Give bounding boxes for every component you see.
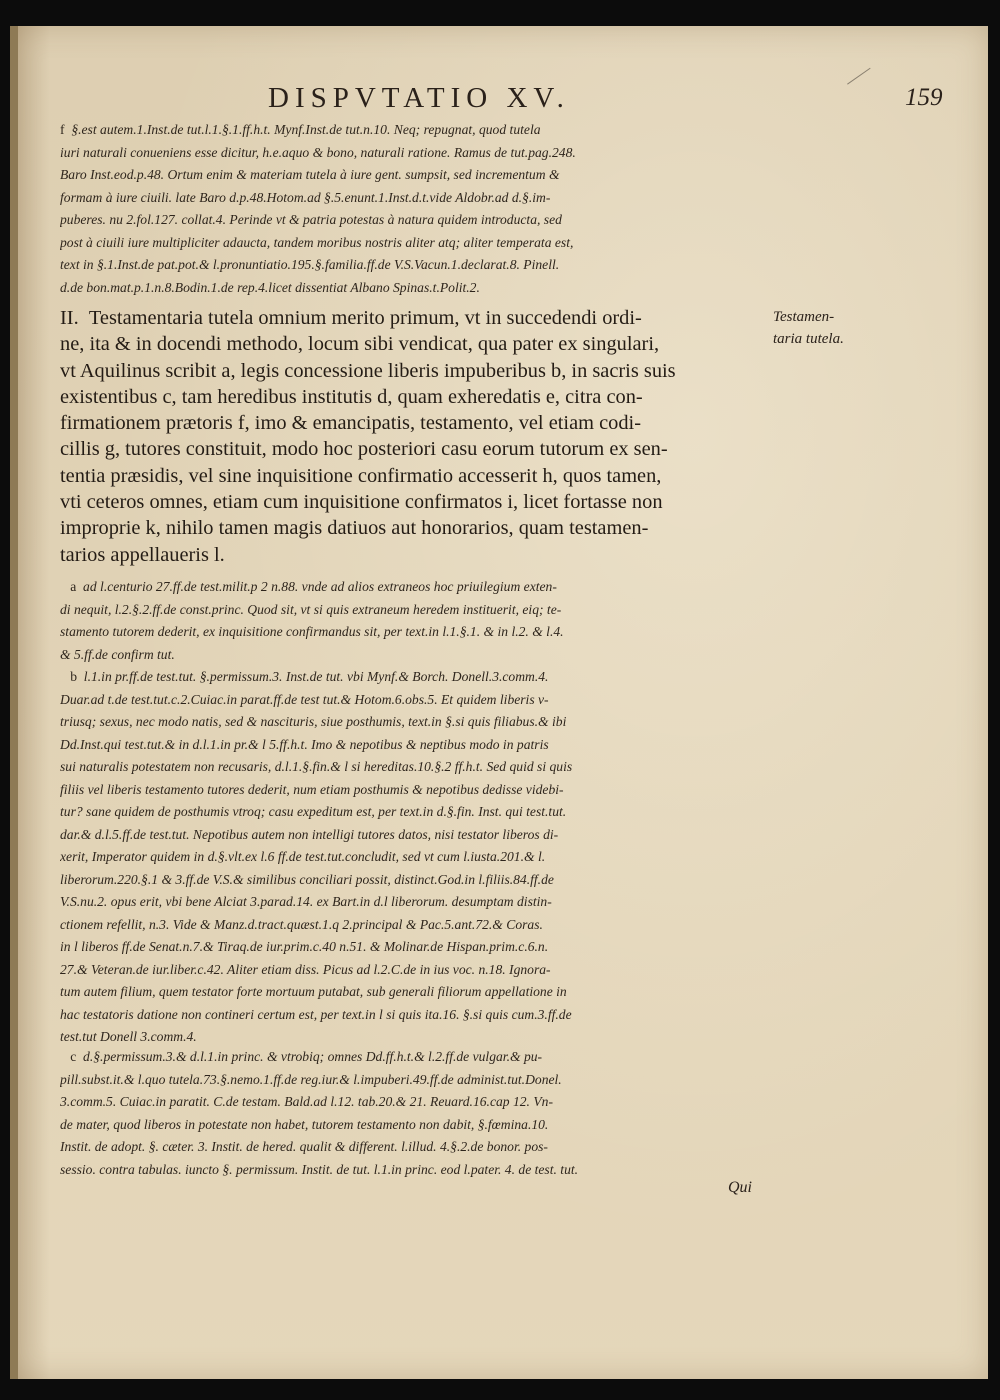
footnote-line: post à ciuili iure multipliciter adaucta, tandem moribus nostris aliter atq; aliter temperata est, [60,234,574,250]
footnote-line: f §.est autem.1.Inst.de tut.l.1.§.1.ff.h.t. Mynf.Inst.de tut.n.10. Neq; repugnat, quod tutela [60,122,541,137]
footnote-line: tum autem filium, quem testator forte mortuum putabat, sub generali filiorum appellatione in [60,984,567,999]
footnote-line: Duar.ad t.de test.tut.c.2.Cuiac.in parat.ff.de test tut.& Hotom.6.obs.5. Et quidem liberis v- [60,691,549,707]
catchword: Qui [728,1179,752,1196]
footnote-line: tur? sane quidem de posthumis vtroq; casu expeditum est, per text.in d.§.fin. Inst. qui test.tut. [60,804,567,819]
footnote-line: text in §.1.Inst.de pat.pot.& l.pronuntiatio.195.§.familia.ff.de V.S.Vacun.1.declarat.8. Pinell. [60,257,560,272]
footnote-line: xerit, Imperator quidem in d.§.vlt.ex l.6 ff.de test.tut.concludit, sed vt cum l.iusta.201.& l. [60,849,546,864]
paragraph-line: existentibus c, tam heredibus institutis d, quam exheredatis e, citra con- [60,385,643,408]
footnote-line: iuri naturali conueniens esse dicitur, h.e.aquo & bono, naturali ratione. Ramus de tut.pag.248. [60,144,576,160]
margin-note-line: Testamen- [773,309,835,325]
footnote-line: & 5.ff.de confirm tut. [60,646,175,662]
paragraph-line: tarios appellaueris l. [60,543,225,566]
footnote-line: filiis vel liberis testamento tutores dederit, num etiam posthumis & nepotibus dedisse videbi- [60,781,564,797]
paragraph-line: vti ceteros omnes, etiam cum inquisitione confirmatos i, licet fortasse non [60,491,663,514]
footnote-mark: f [60,122,65,137]
footnote-line: in l liberos ff.de Senat.n.7.& Tiraq.de iur.prim.c.40 n.51. & Molinar.de Hispan.prim.c.6.n. [60,939,549,954]
paragraph-line: cillis g, tutores constituit, modo hoc posteriori casu eorum tutorum ex sen- [60,438,668,461]
paragraph-line: tentia præsidis, vel sine inquisitione confirmatio accesserit h, quos tamen, [60,464,662,487]
footnote-line: dar.& d.l.5.ff.de test.tut. Nepotibus autem non intelligi tutores datos, nisi testator liberos di- [60,826,559,842]
footnote-line: c d.§.permissum.3.& d.l.1.in princ. & vtrobiq; omnes Dd.ff.h.t.& l.2.ff.de vulgar.& pu- [70,1049,543,1064]
footnote-line: 27.& Veteran.de iur.liber.c.42. Aliter etiam diss. Picus ad l.2.C.de in ius voc. n.18. Ignora- [60,961,551,977]
paragraph-line: firmationem prætoris f, imo & emancipatis, testamento, vel etiam codi- [60,412,641,435]
footnote-line: formam à iure ciuili. late Baro d.p.48.Hotom.ad §.5.enunt.1.Inst.d.t.vide Aldobr.ad d.§.im- [60,189,551,205]
footnote-line: di nequit, l.2.§.2.ff.de const.princ. Quod sit, vt si quis extraneum heredem instituerit, eiq; te- [60,601,562,617]
section-ii [60,305,768,568]
footnote-line: 3.comm.5. Cuiac.in paratit. C.de testam. Bald.ad l.12. tab.20.& 21. Reuard.16.cap 12. Vn- [60,1094,553,1109]
footnote-line: Dd.Inst.qui test.tut.& in d.l.1.in pr.& l 5.ff.h.t. Imo & nepotibus & neptibus modo in patris [60,736,549,752]
footnote-line: ctionem refellit, n.3. Vide & Manz.d.tract.quæst.1.q 2.principal & Pac.5.ant.72.& Coras. [60,916,543,932]
footnote-b [60,666,768,1049]
footnote-line: Instit. de adopt. §. cæter. 3. Instit. de hered. qualit & different. l.illud. 4.§.2.de bonor. pos- [60,1139,548,1154]
section-number: II. [60,307,79,329]
footnote-mark: b [70,669,77,684]
margin-note-line: taria tutela. [773,331,844,347]
footnote-line: de mater, quod liberos in potestate non habet, tutorem testamento non dabit, §.fœmina.10. [60,1116,549,1132]
footnote-line: d.de bon.mat.p.1.n.8.Bodin.1.de rep.4.licet dissentiat Albano Spinas.t.Polit.2. [60,279,480,295]
footnote-a [60,576,768,666]
footnote-line: a ad l.centurio 27.ff.de test.milit.p 2 n.88. vnde ad alios extraneos hoc priuilegium exten- [70,579,557,594]
page-number: 159 [905,84,943,111]
footnote-mark: a [70,579,77,594]
footnote-line: sessio. contra tabulas. iuncto §. permissum. Instit. de tut. l.1.in princ. eod l.pater. 4. de test. tut. [60,1161,579,1177]
footnote-line: hac testatoris datione non contineri certum est, per text.in l si quis ita.16. §.si quis cum.3.ff.de [60,1006,572,1022]
footnote-line: pill.subst.it.& l.quo tutela.73.§.nemo.1.ff.de reg.iur.& l.impuberi.49.ff.de administ.tut.Donel. [60,1071,562,1087]
paragraph-line: vt Aquilinus scribit a, legis concessione liberis impuberibus b, in sacris suis [60,359,676,382]
footnote-line: stamento tutorem dederit, ex inquisitione confirmandus sit, per text.in l.1.§.1. & in l.2. & l.4. [60,624,564,639]
paragraph-line: improprie k, nihilo tamen magis datiuos aut honorarios, quam testamen- [60,517,649,540]
footnote-line: test.tut Donell 3.comm.4. [60,1029,197,1044]
footnote-line: puberes. nu 2.fol.127. collat.4. Perinde vt & patria potestas à natura quidem introducta, sed [60,212,562,227]
footnote-c [60,1046,768,1181]
paragraph-line: ne, ita & in docendi methodo, locum sibi vendicat, qua pater ex singulari, [60,333,660,356]
footnote-line: V.S.nu.2. opus erit, vbi bene Alciat 3.parad.14. ex Bart.in d.l liberorum. desumptam distin- [60,894,552,909]
footnote-line: triusq; sexus, nec modo natis, sed & nascituris, siue posthumis, text.in §.si quis filiabus.& ibi [60,714,567,729]
footnote-f [60,119,768,299]
footnote-line: b l.1.in pr.ff.de test.tut. §.permissum.3. Inst.de tut. vbi Mynf.& Borch. Donell.3.comm.4. [70,669,549,684]
footnote-mark: c [70,1049,77,1064]
paragraph-line: II. Testamentaria tutela omnium merito primum, vt in succedendi ordi- [60,307,642,329]
page-gutter [10,26,18,1379]
footnote-line: sui naturalis potestatem non recusaris, d.l.1.§.fin.& l si hereditas.10.§.2 ff.h.t. Sed quid si quis [60,759,573,774]
margin-note [773,306,883,350]
footnote-line: liberorum.220.§.1 & 3.ff.de V.S.& similibus conciliari possit, distinct.God.in l.filiis.84.ff.de [60,871,554,887]
footnote-line: Baro Inst.eod.p.48. Ortum enim & materiam tutela à iure gent. sumpsit, sed incrementum & [60,167,560,182]
running-title: DISPVTATIO XV. [268,82,570,114]
